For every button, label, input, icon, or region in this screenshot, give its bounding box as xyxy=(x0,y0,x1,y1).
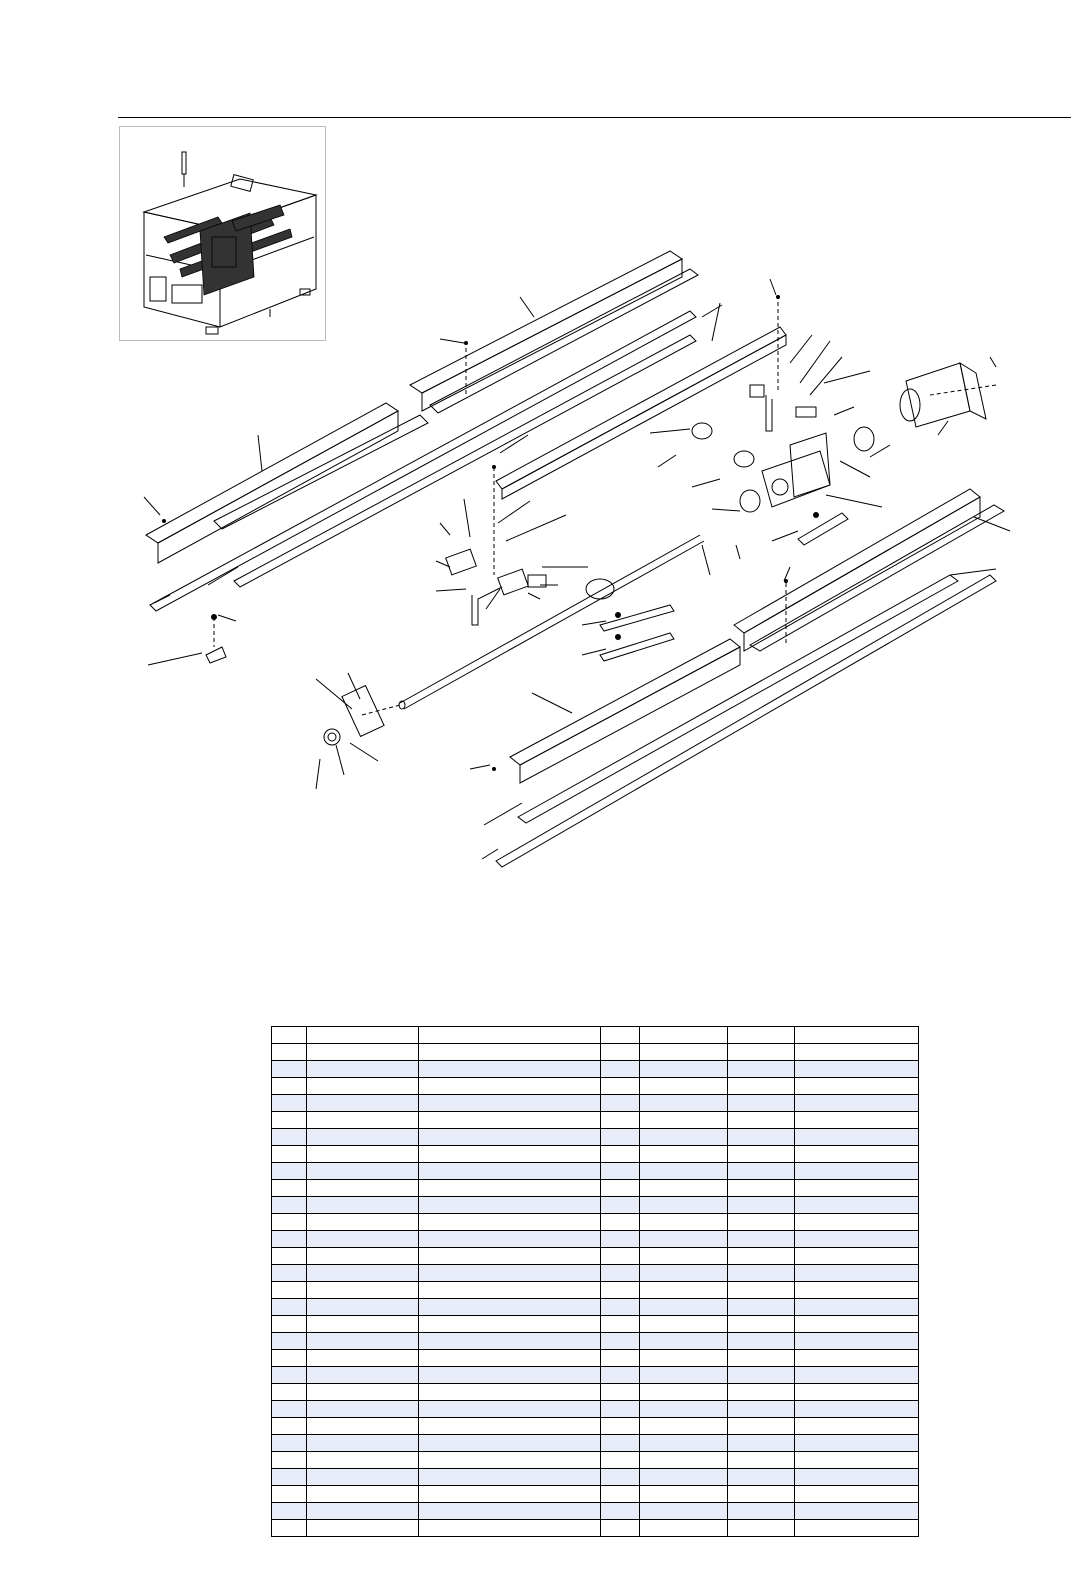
table-cell xyxy=(795,1078,919,1095)
table-cell xyxy=(640,1061,728,1078)
table-cell xyxy=(307,1384,419,1401)
table-cell xyxy=(272,1384,307,1401)
table-cell xyxy=(272,1316,307,1333)
table-cell xyxy=(795,1299,919,1316)
table-row xyxy=(272,1282,919,1299)
table-cell xyxy=(601,1435,640,1452)
table-cell xyxy=(419,1384,601,1401)
table-cell xyxy=(307,1401,419,1418)
parts-table-body xyxy=(272,1044,919,1537)
table-cell xyxy=(640,1044,728,1061)
table-cell xyxy=(419,1486,601,1503)
table-cell xyxy=(640,1163,728,1180)
table-cell xyxy=(272,1418,307,1435)
table-cell xyxy=(419,1265,601,1282)
table-cell xyxy=(307,1367,419,1384)
table-cell xyxy=(728,1452,795,1469)
table-cell xyxy=(728,1146,795,1163)
table-cell xyxy=(307,1231,419,1248)
table-cell xyxy=(601,1197,640,1214)
table-cell xyxy=(601,1486,640,1503)
table-cell xyxy=(272,1197,307,1214)
table-cell xyxy=(640,1503,728,1520)
table-cell xyxy=(728,1486,795,1503)
table-cell xyxy=(601,1316,640,1333)
table-cell xyxy=(272,1248,307,1265)
table-cell xyxy=(419,1452,601,1469)
table-cell xyxy=(419,1197,601,1214)
col-header-column-5 xyxy=(640,1027,728,1044)
table-cell xyxy=(728,1095,795,1112)
table-cell xyxy=(272,1214,307,1231)
table-cell xyxy=(272,1520,307,1537)
parts-list-table xyxy=(271,1026,919,1537)
table-cell xyxy=(601,1418,640,1435)
table-cell xyxy=(307,1129,419,1146)
table-cell xyxy=(272,1282,307,1299)
table-cell xyxy=(795,1401,919,1418)
table-row xyxy=(272,1367,919,1384)
table-cell xyxy=(419,1044,601,1061)
table-cell xyxy=(728,1435,795,1452)
table-cell xyxy=(307,1078,419,1095)
table-cell xyxy=(728,1163,795,1180)
table-cell xyxy=(307,1095,419,1112)
table-cell xyxy=(795,1231,919,1248)
table-cell xyxy=(419,1401,601,1418)
table-cell xyxy=(272,1129,307,1146)
table-cell xyxy=(728,1231,795,1248)
table-cell xyxy=(640,1520,728,1537)
table-cell xyxy=(419,1163,601,1180)
table-cell xyxy=(307,1248,419,1265)
table-cell xyxy=(307,1146,419,1163)
col-header-remarks xyxy=(795,1027,919,1044)
table-row xyxy=(272,1095,919,1112)
table-cell xyxy=(307,1197,419,1214)
table-cell xyxy=(795,1435,919,1452)
table-cell xyxy=(419,1214,601,1231)
table-cell xyxy=(795,1095,919,1112)
table-cell xyxy=(640,1299,728,1316)
table-cell xyxy=(728,1384,795,1401)
table-cell xyxy=(640,1248,728,1265)
header-rule xyxy=(118,117,1071,118)
table-row xyxy=(272,1180,919,1197)
table-cell xyxy=(728,1197,795,1214)
table-cell xyxy=(601,1469,640,1486)
table-cell xyxy=(795,1180,919,1197)
table-cell xyxy=(728,1401,795,1418)
table-cell xyxy=(307,1316,419,1333)
table-cell xyxy=(795,1384,919,1401)
table-cell xyxy=(419,1095,601,1112)
table-row xyxy=(272,1129,919,1146)
table-cell xyxy=(640,1452,728,1469)
table-cell xyxy=(307,1214,419,1231)
col-header-part-number xyxy=(307,1027,419,1044)
table-cell xyxy=(728,1503,795,1520)
table-cell xyxy=(307,1435,419,1452)
table-cell xyxy=(640,1095,728,1112)
table-cell xyxy=(728,1333,795,1350)
table-cell xyxy=(272,1486,307,1503)
table-row xyxy=(272,1044,919,1061)
table-cell xyxy=(795,1248,919,1265)
table-cell xyxy=(419,1350,601,1367)
table-cell xyxy=(272,1231,307,1248)
table-cell xyxy=(601,1520,640,1537)
table-row xyxy=(272,1078,919,1095)
table-cell xyxy=(640,1078,728,1095)
table-cell xyxy=(272,1095,307,1112)
table-cell xyxy=(728,1248,795,1265)
table-header-row xyxy=(272,1027,919,1044)
table-cell xyxy=(640,1350,728,1367)
table-cell xyxy=(795,1061,919,1078)
table-cell xyxy=(640,1146,728,1163)
table-cell xyxy=(601,1146,640,1163)
table-cell xyxy=(728,1078,795,1095)
table-cell xyxy=(601,1044,640,1061)
table-cell xyxy=(795,1503,919,1520)
table-cell xyxy=(419,1112,601,1129)
table-cell xyxy=(601,1452,640,1469)
table-row xyxy=(272,1299,919,1316)
table-cell xyxy=(307,1061,419,1078)
table-cell xyxy=(419,1061,601,1078)
table-cell xyxy=(272,1265,307,1282)
table-cell xyxy=(795,1350,919,1367)
table-cell xyxy=(728,1282,795,1299)
table-cell xyxy=(601,1350,640,1367)
table-cell xyxy=(601,1265,640,1282)
col-header-no xyxy=(272,1027,307,1044)
table-cell xyxy=(419,1367,601,1384)
table-cell xyxy=(272,1299,307,1316)
table-cell xyxy=(795,1469,919,1486)
table-cell xyxy=(601,1231,640,1248)
table-cell xyxy=(601,1180,640,1197)
table-cell xyxy=(601,1112,640,1129)
table-cell xyxy=(307,1452,419,1469)
table-cell xyxy=(728,1044,795,1061)
table-cell xyxy=(272,1112,307,1129)
col-header-column-6 xyxy=(728,1027,795,1044)
table-cell xyxy=(419,1418,601,1435)
table-cell xyxy=(272,1044,307,1061)
table-cell xyxy=(728,1061,795,1078)
table-cell xyxy=(601,1503,640,1520)
table-row xyxy=(272,1316,919,1333)
table-cell xyxy=(272,1333,307,1350)
table-cell xyxy=(728,1180,795,1197)
table-row xyxy=(272,1112,919,1129)
table-cell xyxy=(728,1316,795,1333)
table-cell xyxy=(728,1418,795,1435)
table-cell xyxy=(795,1044,919,1061)
table-cell xyxy=(419,1180,601,1197)
table-cell xyxy=(419,1299,601,1316)
table-cell xyxy=(795,1214,919,1231)
table-cell xyxy=(728,1112,795,1129)
table-row xyxy=(272,1401,919,1418)
table-cell xyxy=(795,1197,919,1214)
table-cell xyxy=(795,1146,919,1163)
table-cell xyxy=(419,1282,601,1299)
table-cell xyxy=(601,1282,640,1299)
table-cell xyxy=(272,1146,307,1163)
table-cell xyxy=(601,1095,640,1112)
table-cell xyxy=(601,1384,640,1401)
table-cell xyxy=(795,1520,919,1537)
table-row xyxy=(272,1333,919,1350)
table-cell xyxy=(601,1248,640,1265)
table-row xyxy=(272,1146,919,1163)
table-cell xyxy=(272,1367,307,1384)
table-cell xyxy=(795,1316,919,1333)
table-cell xyxy=(640,1486,728,1503)
table-cell xyxy=(728,1367,795,1384)
table-cell xyxy=(640,1129,728,1146)
table-cell xyxy=(307,1418,419,1435)
table-cell xyxy=(795,1265,919,1282)
table-cell xyxy=(307,1265,419,1282)
table-cell xyxy=(307,1282,419,1299)
table-cell xyxy=(601,1078,640,1095)
table-row xyxy=(272,1418,919,1435)
table-cell xyxy=(640,1333,728,1350)
exploded-view-diagram xyxy=(130,245,1071,885)
table-cell xyxy=(601,1367,640,1384)
exploded-view-assembly-icon xyxy=(130,245,1071,885)
table-cell xyxy=(307,1163,419,1180)
table-row xyxy=(272,1248,919,1265)
table-cell xyxy=(640,1367,728,1384)
table-cell xyxy=(419,1520,601,1537)
table-cell xyxy=(307,1112,419,1129)
table-cell xyxy=(307,1350,419,1367)
table-cell xyxy=(272,1401,307,1418)
table-cell xyxy=(272,1061,307,1078)
table-row xyxy=(272,1435,919,1452)
table-cell xyxy=(640,1418,728,1435)
table-row xyxy=(272,1520,919,1537)
table-cell xyxy=(419,1503,601,1520)
table-cell xyxy=(795,1452,919,1469)
table-cell xyxy=(419,1129,601,1146)
table-cell xyxy=(640,1112,728,1129)
table-cell xyxy=(640,1384,728,1401)
table-cell xyxy=(728,1469,795,1486)
table-cell xyxy=(419,1316,601,1333)
table-cell xyxy=(795,1163,919,1180)
table-cell xyxy=(728,1129,795,1146)
table-cell xyxy=(601,1401,640,1418)
col-header-qty xyxy=(601,1027,640,1044)
table-cell xyxy=(272,1180,307,1197)
table-row xyxy=(272,1214,919,1231)
table-cell xyxy=(795,1418,919,1435)
table-cell xyxy=(601,1214,640,1231)
table-cell xyxy=(601,1299,640,1316)
table-cell xyxy=(307,1503,419,1520)
table-row xyxy=(272,1197,919,1214)
table-cell xyxy=(795,1333,919,1350)
table-cell xyxy=(307,1299,419,1316)
table-cell xyxy=(272,1078,307,1095)
table-cell xyxy=(419,1333,601,1350)
table-cell xyxy=(419,1469,601,1486)
table-cell xyxy=(728,1520,795,1537)
table-cell xyxy=(272,1452,307,1469)
table-cell xyxy=(601,1163,640,1180)
table-cell xyxy=(419,1248,601,1265)
table-cell xyxy=(272,1469,307,1486)
table-cell xyxy=(419,1231,601,1248)
table-cell xyxy=(272,1503,307,1520)
table-cell xyxy=(272,1435,307,1452)
table-cell xyxy=(795,1112,919,1129)
col-header-description xyxy=(419,1027,601,1044)
table-row xyxy=(272,1350,919,1367)
table-cell xyxy=(601,1129,640,1146)
table-cell xyxy=(601,1061,640,1078)
table-cell xyxy=(272,1163,307,1180)
table-row xyxy=(272,1384,919,1401)
table-cell xyxy=(419,1078,601,1095)
table-row xyxy=(272,1486,919,1503)
table-cell xyxy=(640,1435,728,1452)
table-cell xyxy=(728,1214,795,1231)
table-cell xyxy=(419,1435,601,1452)
table-cell xyxy=(795,1486,919,1503)
table-cell xyxy=(640,1469,728,1486)
table-row xyxy=(272,1061,919,1078)
table-cell xyxy=(640,1231,728,1248)
table-cell xyxy=(601,1333,640,1350)
table-row xyxy=(272,1469,919,1486)
table-cell xyxy=(640,1401,728,1418)
table-cell xyxy=(272,1350,307,1367)
table-cell xyxy=(307,1333,419,1350)
table-cell xyxy=(307,1044,419,1061)
table-row xyxy=(272,1503,919,1520)
table-cell xyxy=(728,1265,795,1282)
table-cell xyxy=(795,1282,919,1299)
table-cell xyxy=(307,1469,419,1486)
table-cell xyxy=(640,1180,728,1197)
table-row xyxy=(272,1452,919,1469)
table-cell xyxy=(307,1486,419,1503)
table-cell xyxy=(795,1367,919,1384)
table-cell xyxy=(419,1146,601,1163)
table-cell xyxy=(640,1197,728,1214)
table-cell xyxy=(640,1265,728,1282)
table-cell xyxy=(307,1180,419,1197)
table-row xyxy=(272,1265,919,1282)
table-cell xyxy=(728,1299,795,1316)
table-cell xyxy=(728,1350,795,1367)
table-row xyxy=(272,1231,919,1248)
table-cell xyxy=(307,1520,419,1537)
table-cell xyxy=(640,1214,728,1231)
table-cell xyxy=(640,1316,728,1333)
table-cell xyxy=(640,1282,728,1299)
table-cell xyxy=(795,1129,919,1146)
table-row xyxy=(272,1163,919,1180)
